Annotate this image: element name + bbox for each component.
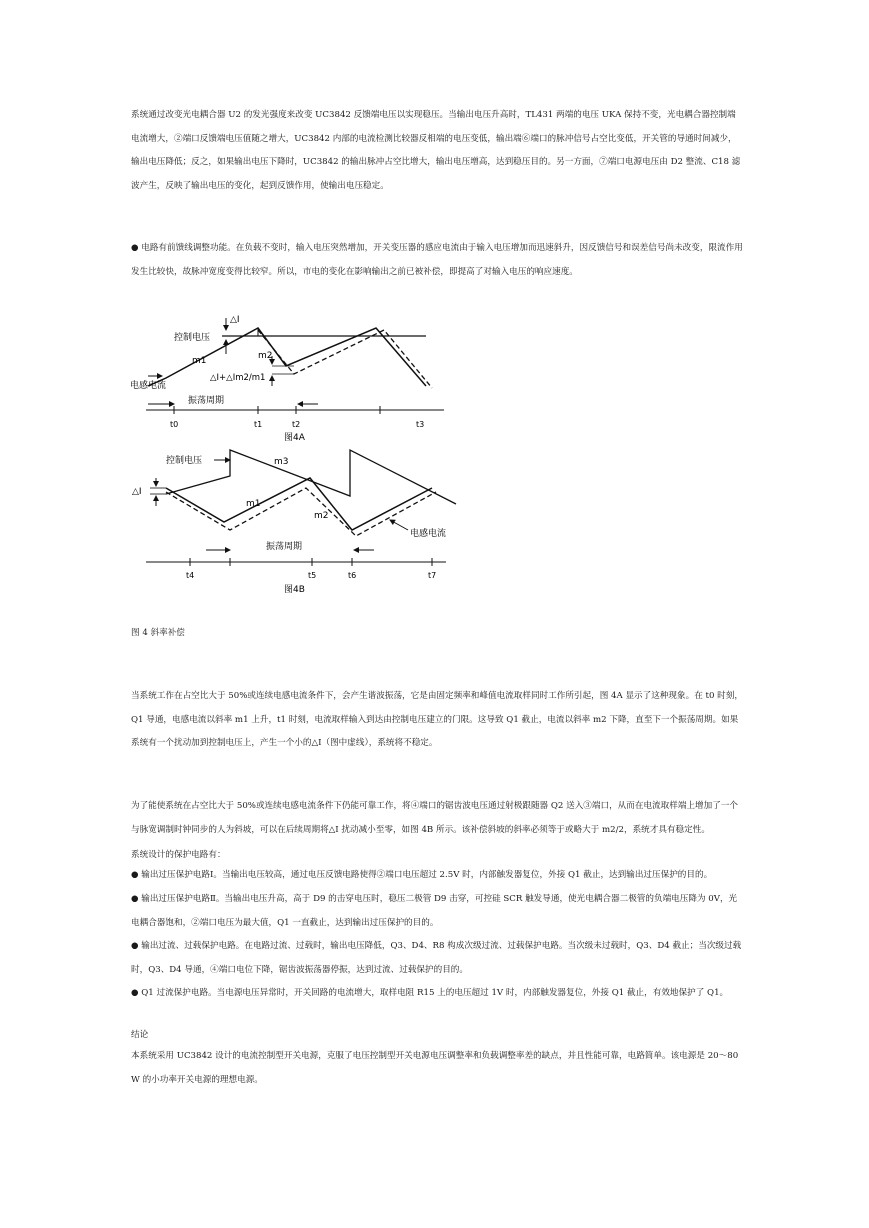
label-delta-i-b: △I: [132, 487, 142, 497]
inductor-current-dashed-a: [258, 330, 432, 388]
label-delta-i-a: △I: [230, 315, 240, 325]
label-control-voltage-a: 控制电压: [174, 333, 211, 343]
label-m2-b: m2: [314, 511, 329, 521]
tick-t4: t4: [186, 571, 195, 580]
list-item-overcurrent-overload: ● 输出过流、过载保护电路。在电路过流、过载时，输出电压降低，Q3、D4、R8 构成次级过流、过载保护电路。当次级未过载时，Q3、D4 截止；当次级过载时，Q3、D4 导通，④端口电位下降，锯齿波振荡器停振，达到过流、过载保护的目的。: [131, 941, 742, 975]
tick-t6: t6: [348, 571, 357, 580]
label-m1-b: m1: [246, 499, 261, 509]
list-item-overvoltage-1: ● 输出过压保护电路Ⅰ。当输出电压较高，通过电压反馈电路使得②端口电压超过 2.5V 时，内部触发器复位，外接 Q1 截止，达到输出过压保护的目的。: [131, 870, 713, 880]
paragraph-conclusion: 本系统采用 UC3842 设计的电流控制型开关电源，克服了电压控制型开关电源电压调整率和负载调整率差的缺点，并且性能可靠，电路简单。该电源是 20～80 W 的小功率开关电源的理想电源。: [131, 1051, 739, 1085]
paragraph-protection-intro: 系统设计的保护电路有：: [131, 850, 226, 860]
list-item-overvoltage-2: ● 输出过压保护电路Ⅱ。当输出电压升高，高于 D9 的击穿电压时，稳压二极管 D9 击穿，可控硅 SCR 触发导通，使光电耦合器二极管的负端电压降为 0V，光电耦合器饱和，②端口电压为最大值，Q1 一直截止，达到输出过压保护的目的。: [131, 894, 738, 928]
paragraph-slope-ramp: 为了能使系统在占空比大于 50%或连续电感电流条件下仍能可靠工作，将④端口的锯齿波电压通过射极跟随器 Q2 送入③端口，从而在电流取样端上增加了一个与脉宽调制时钟同步的人为斜坡，可以在后续周期将△I 扰动减小至零，如图 4B 所示。该补偿斜坡的斜率必须等于或略大于 m2/2，系统才具有稳定性。: [131, 801, 738, 835]
figure-4b: [132, 450, 456, 595]
figure-4a-label: 图4A: [284, 433, 305, 443]
label-m1-a: m1: [192, 356, 207, 366]
inductor-current-solid-b: [166, 478, 432, 530]
list-item-q1-overcurrent: ● Q1 过流保护电路。当电源电压异常时，开关回路的电流增大，取样电阻 R15 上的电压超过 1V 时，内部触发器复位，外接 Q1 截止，有效地保护了 Q1。: [131, 988, 729, 998]
label-m2-a: m2: [258, 351, 273, 361]
label-osc-period-b: 振荡周期: [266, 542, 303, 552]
tick-t0: t0: [170, 420, 179, 429]
tick-t1: t1: [254, 420, 263, 429]
label-m3-b: m3: [274, 457, 289, 467]
figure-4a: [130, 315, 444, 443]
figure-caption: 图 4 斜率补偿: [131, 628, 185, 638]
tick-t7: t7: [428, 571, 437, 580]
tick-t2: t2: [292, 420, 301, 429]
figure-slope-compensation: [126, 308, 466, 598]
label-inductor-current-b: 电感电流: [410, 529, 447, 539]
label-control-voltage-b: 控制电压: [166, 456, 203, 466]
conclusion-heading: 结论: [131, 1030, 149, 1040]
paragraph-voltage-regulation: 系统通过改变光电耦合器 U2 的发光强度来改变 UC3842 反馈端电压以实现稳压。当输出电压升高时，TL431 两端的电压 UKA 保持不变，光电耦合器控制端电流增大，②端口反馈端电压值随之增大，UC3842 内部的电流检测比较器反相端的电压变低，输出端⑥端口的脉冲信号占空比变低，开关管的导通时间减少，输出电压降低；反之，如果输出电压下降时，UC3842 的输出脉冲占空比增大，输出电压增高，达到稳压目的。另一方面，⑦端口电源电压由 D2 整流、C18 滤波产生，反映了输出电压的变化，起到反馈作用，使输出电压稳定。: [131, 110, 741, 191]
tick-t3: t3: [416, 420, 425, 429]
label-delta-formula-a: △I+△Im2/m1: [210, 373, 266, 383]
paragraph-harmonic-oscillation: 当系统工作在占空比大于 50%或连续电感电流条件下，会产生谐波振荡，它是由固定频率和峰值电流取样同时工作所引起，图 4A 显示了这种现象。在 t0 时刻，Q1 导通，电感电流以斜率 m1 上升，t1 时刻，电流取样输入到达由控制电压建立的门限。这导致 Q1 截止，电流以斜率 m2 下降，直至下一个振荡周期。如果系统有一个扰动加到控制电压上，产生一个小的△I（图中虚线），系统将不稳定。: [131, 691, 743, 748]
label-osc-period-a: 振荡周期: [188, 396, 225, 406]
tick-t5: t5: [308, 571, 317, 580]
label-inductor-current-a: 电感电流: [130, 381, 167, 391]
figure-4b-label: 图4B: [284, 585, 305, 595]
paragraph-feedforward: ● 电路有前馈线调整功能。在负载不变时，输入电压突然增加，开关变压器的感应电流由于输入电压增加而迅速斜升，因反馈信号和误差信号尚未改变，限流作用发生比较快，故脉冲宽度变得比较窄。所以，市电的变化在影响输出之前已被补偿，即提高了对输入电压的响应速度。: [131, 243, 743, 277]
control-voltage-sawtooth-b: [166, 450, 456, 504]
